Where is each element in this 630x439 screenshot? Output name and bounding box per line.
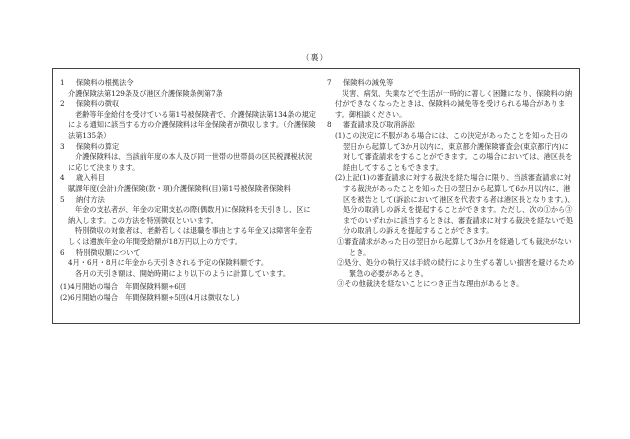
- list-subitem: ②処分、処分の執行又は手続の続行により生ずる著しい損害を避けるため緊急の必要があるとき。: [337, 258, 575, 278]
- section-calculation: [60, 142, 316, 174]
- page-header: （裏）: [301, 53, 329, 62]
- section-payment-method: [60, 195, 316, 248]
- section-appeal: [327, 120, 575, 290]
- section-number: 3: [60, 141, 65, 151]
- section-revenue-item: [60, 173, 316, 194]
- section-body: 特別徴収の対象者は、老齢若しくは退職を事由とする年金又は障害年金若しくは遺族年金の年間受給額が18万円以上の方です。: [68, 226, 313, 246]
- section-body: 賦課年度(会計)介護保険(款・項)介護保険料(目)第1号被保険者保険料: [68, 183, 291, 193]
- list-item: (2)6月開始の場合 年間保険料額÷5回(4月は徴収なし): [60, 292, 240, 302]
- list-subitem: ①審査請求があった日の翌日から起算して3か月を経過しても裁決がないとき。: [337, 236, 572, 257]
- left-column: [60, 78, 316, 303]
- section-number: 8: [327, 120, 332, 130]
- section-reduction: [327, 78, 575, 120]
- section-number: 2: [60, 99, 65, 109]
- section-collection: [60, 99, 316, 141]
- section-number: 1: [60, 78, 65, 87]
- section-body: 老齢等年金給付を受けている第1号被保険者で、介護保険法第134条の規定による通知に該当する方の介護保険料は年金保険者が徴収します。（介護保険法第135条）: [68, 109, 316, 140]
- list-item: (1)この決定に不服がある場合には、この決定があったことを知った日の翌日から起算して3か月以内に、東京都介護保険審査会(東京都庁内)に対して審査請求をすることができます。この場合においては、港区長を経由してすることもできます。: [335, 130, 573, 172]
- section-number: 7: [327, 78, 332, 87]
- right-column: [327, 78, 575, 290]
- section-number: 4: [60, 173, 65, 183]
- section-body: 各月の天引き額は、開始時期により以下のように計算しています。: [75, 268, 291, 278]
- section-title: 保険料の減免等: [343, 78, 394, 87]
- list-item: (2)上記(1)の審査請求に対する裁決を経た場合に限り、当該審査請求に対する裁決があったことを知った日の翌日から起算して6か月以内に、港区を被告として(訴訟において港区を代表する者は港区長となります。)、処分の取消しの訴えを提起することができます。ただし、次の①から③までのいずれかに該当するときは、審査請求に対する裁決を経ないで処分の取消しの訴えを提起することができます。: [335, 173, 575, 236]
- section-body: 4月・6月・8月に年金から天引きされる予定の保険料額です。: [68, 258, 269, 268]
- section-number: 5: [60, 194, 65, 204]
- section-basis-law: [60, 78, 316, 99]
- section-body: 介護保険法第129条及び港区介護保険条例第7条: [68, 88, 223, 98]
- section-body: 年金の支払者が、年金の定期支払の際(偶数月)に保険料を天引きし、区に納入します。この方法を特別徴収といいます。: [68, 205, 311, 225]
- section-title: 保険料の根拠法令: [76, 78, 134, 87]
- section-number: 6: [60, 247, 65, 257]
- section-special-collection: [60, 248, 316, 304]
- section-title: 歳入科目: [76, 173, 105, 183]
- section-title: 保険料の徴収: [76, 99, 120, 109]
- list-subitem: ③その他裁決を経ないことにつき正当な理由があるとき。: [337, 279, 524, 289]
- section-body: 災害、病気、失業などで生活が一時的に著しく困難になり、保険料の納付ができなくなったときは、保険料の減免等を受けられる場合があります。御相談ください。: [335, 88, 573, 119]
- section-title: 特別徴収額について: [76, 247, 141, 257]
- section-title: 審査請求及び取消訴訟: [343, 120, 415, 130]
- section-body: 介護保険料は、当該前年度の本人及び同一世帯の世帯員の区民税課税状況に応じて決まります。: [68, 152, 313, 172]
- section-title: 納付方法: [76, 194, 105, 204]
- section-title: 保険料の算定: [76, 141, 120, 151]
- list-item: (1)4月開始の場合 年間保険料額÷6回: [60, 282, 186, 292]
